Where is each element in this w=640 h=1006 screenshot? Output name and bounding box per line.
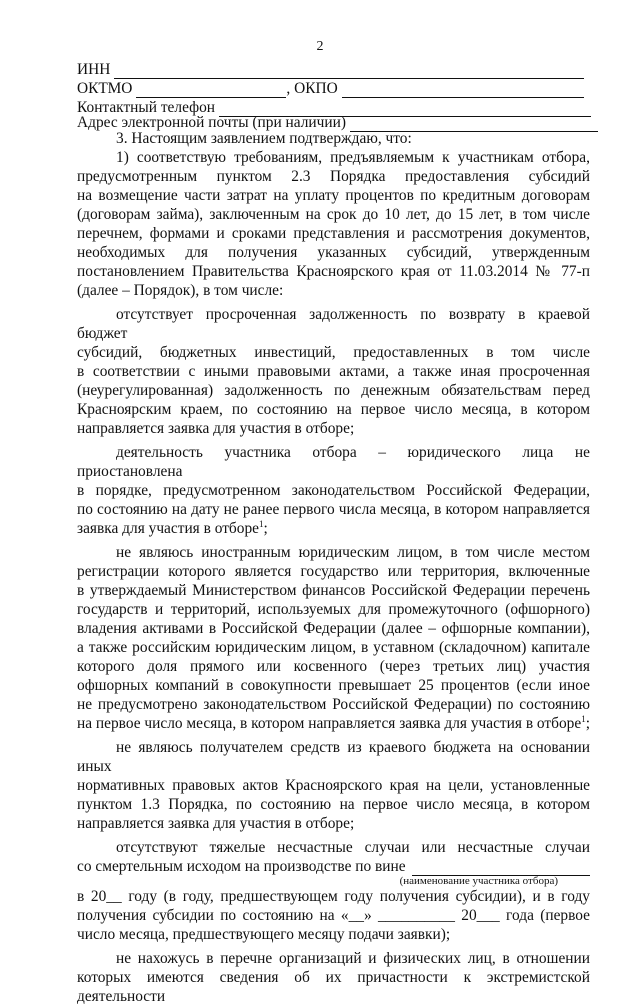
activity-line: по состоянию на дату не ранее первого числа месяца, в котором направляется xyxy=(77,501,590,518)
okpo-blank xyxy=(342,82,584,98)
recipient-line: направляется заявка для участия в отборе; xyxy=(77,815,355,832)
activity-line: деятельность участника отбора – юридического лица не приостановлена xyxy=(77,444,590,480)
section3-heading: 3. Настоящим заявлением подтверждаю, что: xyxy=(116,130,412,147)
oktmo-okpo-field xyxy=(77,79,584,98)
oktmo-blank xyxy=(136,82,286,98)
debt-line: направляется заявка для участия в отборе; xyxy=(77,420,355,437)
debt-paragraph xyxy=(77,305,590,438)
oktmo-label: ОКТМО xyxy=(77,80,133,97)
inn-blank xyxy=(114,63,584,79)
foreign-line: владения активами в Российской Федерации (далее – офшорные компании), xyxy=(77,620,590,637)
foreign-line: в утверждаемый Министерством финансов Российской Федерации перечень xyxy=(77,582,590,599)
item1-line: (далее – Порядок), в том числе: xyxy=(77,282,284,299)
year-line: в 20__ году (в году, предшествующем году получения субсидии), и в году xyxy=(77,888,590,905)
accidents-blank-line xyxy=(77,857,590,876)
recipient-line: не являюсь получателем средств из краевого бюджета на основании иных xyxy=(77,739,590,775)
recipient-line: пунктом 1.3 Порядка, по состоянию на первое число месяца, в котором xyxy=(77,796,590,813)
item1-line: 1) соответствую требованиям, предъявляемым к участникам отбора, xyxy=(116,149,590,166)
extremist-paragraph xyxy=(77,949,590,1006)
phone-label: Контактный телефон xyxy=(77,99,215,116)
foreign-paragraph xyxy=(77,543,590,733)
inn-label: ИНН xyxy=(77,61,111,78)
foreign-line-last xyxy=(77,714,590,733)
item1-paragraph xyxy=(77,148,590,300)
accidents-paragraph xyxy=(77,838,590,944)
foreign-line: не предусмотрено законодательством Российской Федерации) по состоянию xyxy=(77,696,590,713)
foreign-line: которого доля прямого или косвенного (через третьих лиц) участия xyxy=(77,658,590,675)
participant-name-blank xyxy=(412,860,590,876)
year-line: получения субсидии по состоянию на «__» __________ 20___ года (первое xyxy=(77,907,590,924)
activity-line: в порядке, предусмотренном законодательством Российской Федерации, xyxy=(77,482,590,499)
debt-line: Красноярским краем, по состоянию на первое число месяца, в котором xyxy=(77,401,590,418)
participant-name-caption: (наименование участника отбора) xyxy=(399,875,558,887)
extremist-line: которых имеются сведения об их причастности к экстремистской деятельности xyxy=(77,969,590,1005)
year-line: число месяца, предшествующего месяцу подачи заявки); xyxy=(77,926,451,943)
foreign-text: на первое число месяца, в котором направляется заявка для участия в отборе xyxy=(77,715,582,732)
page-number: 2 xyxy=(316,39,324,54)
debt-line: отсутствует просроченная задолженность по возврату в краевой бюджет xyxy=(77,306,590,342)
foreign-line: не являюсь иностранным юридическим лицом, в том числе местом xyxy=(116,544,590,561)
foreign-line: а также российским юридическим лицом, в уставном (складочном) капитале xyxy=(77,639,590,656)
item1-line: на возмещение части затрат на уплату процентов по кредитным договорам xyxy=(77,187,590,204)
activity-punct: ; xyxy=(263,520,268,537)
item1-line: предусмотренным пунктом 2.3 Порядка предоставления субсидий xyxy=(77,168,590,185)
accidents-text: со смертельным исходом на производстве по вине xyxy=(77,858,406,875)
footnote-mark: 1 xyxy=(581,713,586,724)
accidents-line: отсутствуют тяжелые несчастные случаи или несчастные случаи xyxy=(116,839,590,856)
activity-text: заявка для участия в отборе xyxy=(77,520,259,537)
debt-line: субсидий, бюджетных инвестиций, предоставленных в том числе xyxy=(77,344,590,361)
debt-line: (неурегулированная) задолженность по денежным обязательствам перед xyxy=(77,382,590,399)
item1-line: необходимых для получения указанных субсидий, утвержденным xyxy=(77,244,590,261)
activity-paragraph xyxy=(77,443,590,538)
activity-line-last xyxy=(77,519,590,538)
foreign-line: регистрации которого является государство или территория, включенные xyxy=(77,563,590,580)
item1-line: перечнем, формами и сроками представления и рассмотрения документов, xyxy=(77,225,590,242)
item1-line: постановлением Правительства Красноярского края от 11.03.2014 № 77-п xyxy=(77,263,590,280)
email-label: Адрес электронной почты (при наличии) xyxy=(77,114,346,131)
inn-field xyxy=(77,60,584,79)
document-body xyxy=(77,129,590,1006)
footnote-mark: 1 xyxy=(259,518,264,529)
okpo-label: , ОКПО xyxy=(286,80,338,97)
debt-line: в соответствии с иными правовыми актами, а также иная просроченная xyxy=(77,363,590,380)
extremist-line: не нахожусь в перечне организаций и физических лиц, в отношении xyxy=(116,950,590,967)
item1-line: (договорам займа), заключенным на срок до 10 лет, до 15 лет, в том числе xyxy=(77,206,590,223)
foreign-punct: ; xyxy=(585,715,590,732)
foreign-line: офшорных компаний в совокупности превышает 25 процентов (если иное xyxy=(77,677,590,694)
recipient-paragraph xyxy=(77,738,590,833)
recipient-line: нормативных правовых актов Красноярского края на цели, установленные xyxy=(77,777,590,794)
foreign-line: государств и территорий, используемых для промежуточного (офшорного) xyxy=(77,601,590,618)
